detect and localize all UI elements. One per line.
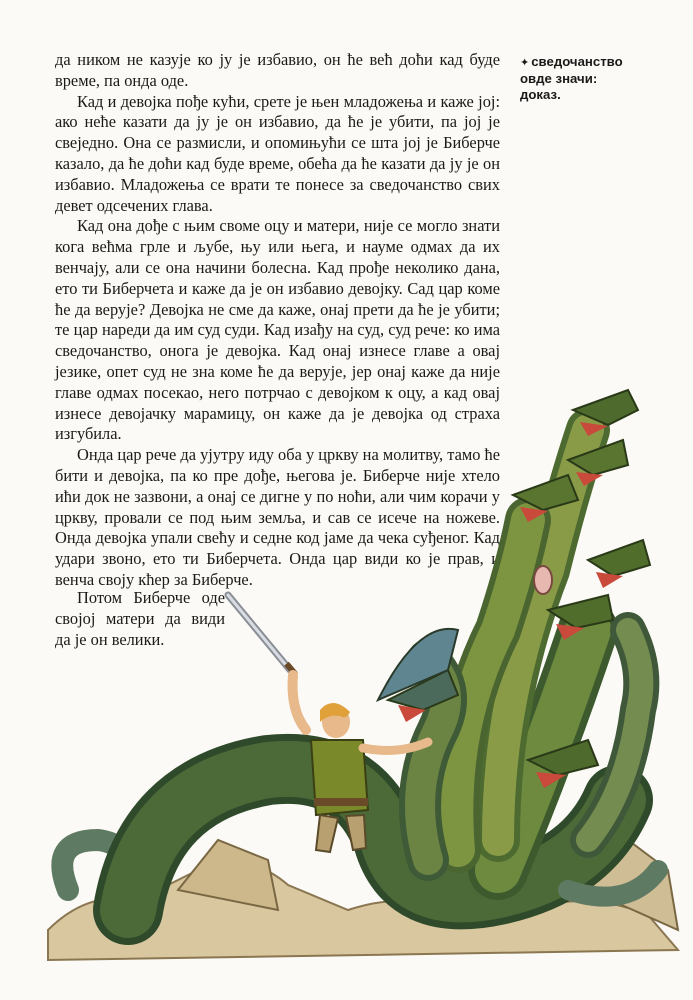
margin-gloss xyxy=(520,54,640,103)
paragraph: Онда цар рече да ујутру иду оба у цркву на молитву, тамо ће бити и девојка, па ко пре дође, његова је. Биберче није хтело ићи док не зазвони, а онај се дигне у по ноћи, али чим корачи у цркву, провали се под њим земља, и сав се исече на ножеве. Онда девојка упали свећу и седне код јаме да чека суђеног. Кад удари звоно, ето ти Биберчета. Онда цар види ко је прав, и венча своју кћер за Биберче. xyxy=(55,445,500,589)
paragraph: Потом Биберче оде својој матери да види да је он велики. xyxy=(55,588,225,649)
gloss-marker-icon: ✦ xyxy=(520,57,530,69)
paragraph: Кад она дође с њим своме оцу и матери, није се могло знати кога већма грле и љубе, њу или њега, и науме одмах да их венчају, али се она начини болесна. Кад прође неколико дана, ето ти Биберчета и каже да је он избавио девојку. Сад цар коме ће да верује? Девојка не сме да каже, онај прети да ће је убити; те цар нареди да им суд суди. Кад изађу на суд, суд рече: ко има сведочанство, онога је девојка. Кад онај изнесе главе а овај језике, опет суд не зна коме ће да верује, јер онај каже да није главе одмах посекао, него потрчао с девојком к оцу, а кад овај изнесе девојачку марамицу, он каже да је девојка од страха изгубила. xyxy=(55,216,500,444)
gloss-text: сведочанство овде значи: доказ. xyxy=(520,54,623,102)
dragon-illustration xyxy=(28,370,688,970)
paragraph: да ником не казује ко ју је избавио, он ће већ доћи кад буде време, па онда оде. xyxy=(55,50,500,90)
paragraph: Кад и девојка пође кући, срете је њен младожења и каже јој: ако неће казати да ју је он избавио, да ће је убити, па јој је свеједно. Она се размисли, и опомињући се шта јој је Биберче казало, да ће доћи кад буде време, обећа да ће казати да ју је он избавио. Младожења се врати те понесе за сведочанство свих девет одсечених глава. xyxy=(55,91,500,215)
